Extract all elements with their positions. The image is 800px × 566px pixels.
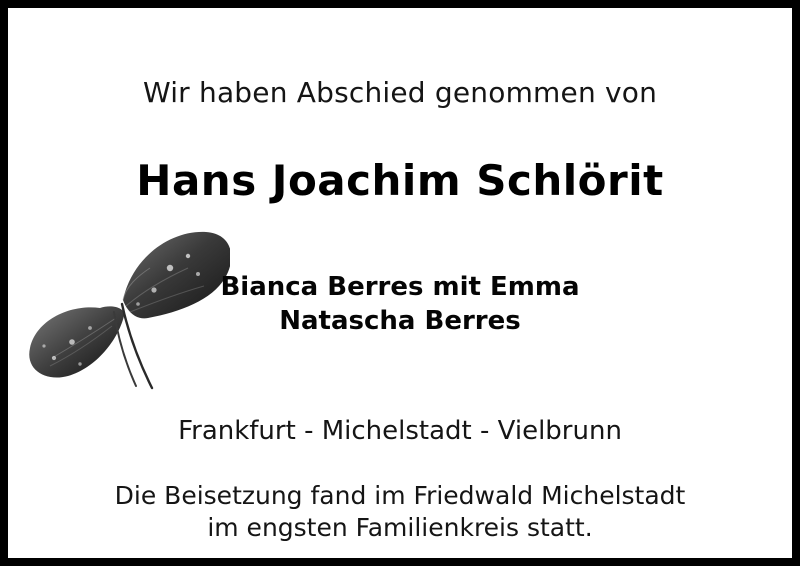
notice-inner xyxy=(8,8,792,558)
survivor-line: Bianca Berres mit Emma xyxy=(220,272,580,302)
closing-line: Die Beisetzung fand im Friedwald Michelstadt xyxy=(114,481,686,510)
survivor-line: Natascha Berres xyxy=(279,306,521,336)
survivors-block xyxy=(8,270,792,338)
intro-line: Wir haben Abschied genommen von xyxy=(142,76,658,109)
closing-block xyxy=(8,480,792,544)
places-line: Frankfurt - Michelstadt - Vielbrunn xyxy=(178,416,622,446)
deceased-name: Hans Joachim Schlörit xyxy=(136,156,664,205)
closing-line: im engsten Familienkreis statt. xyxy=(207,513,593,542)
